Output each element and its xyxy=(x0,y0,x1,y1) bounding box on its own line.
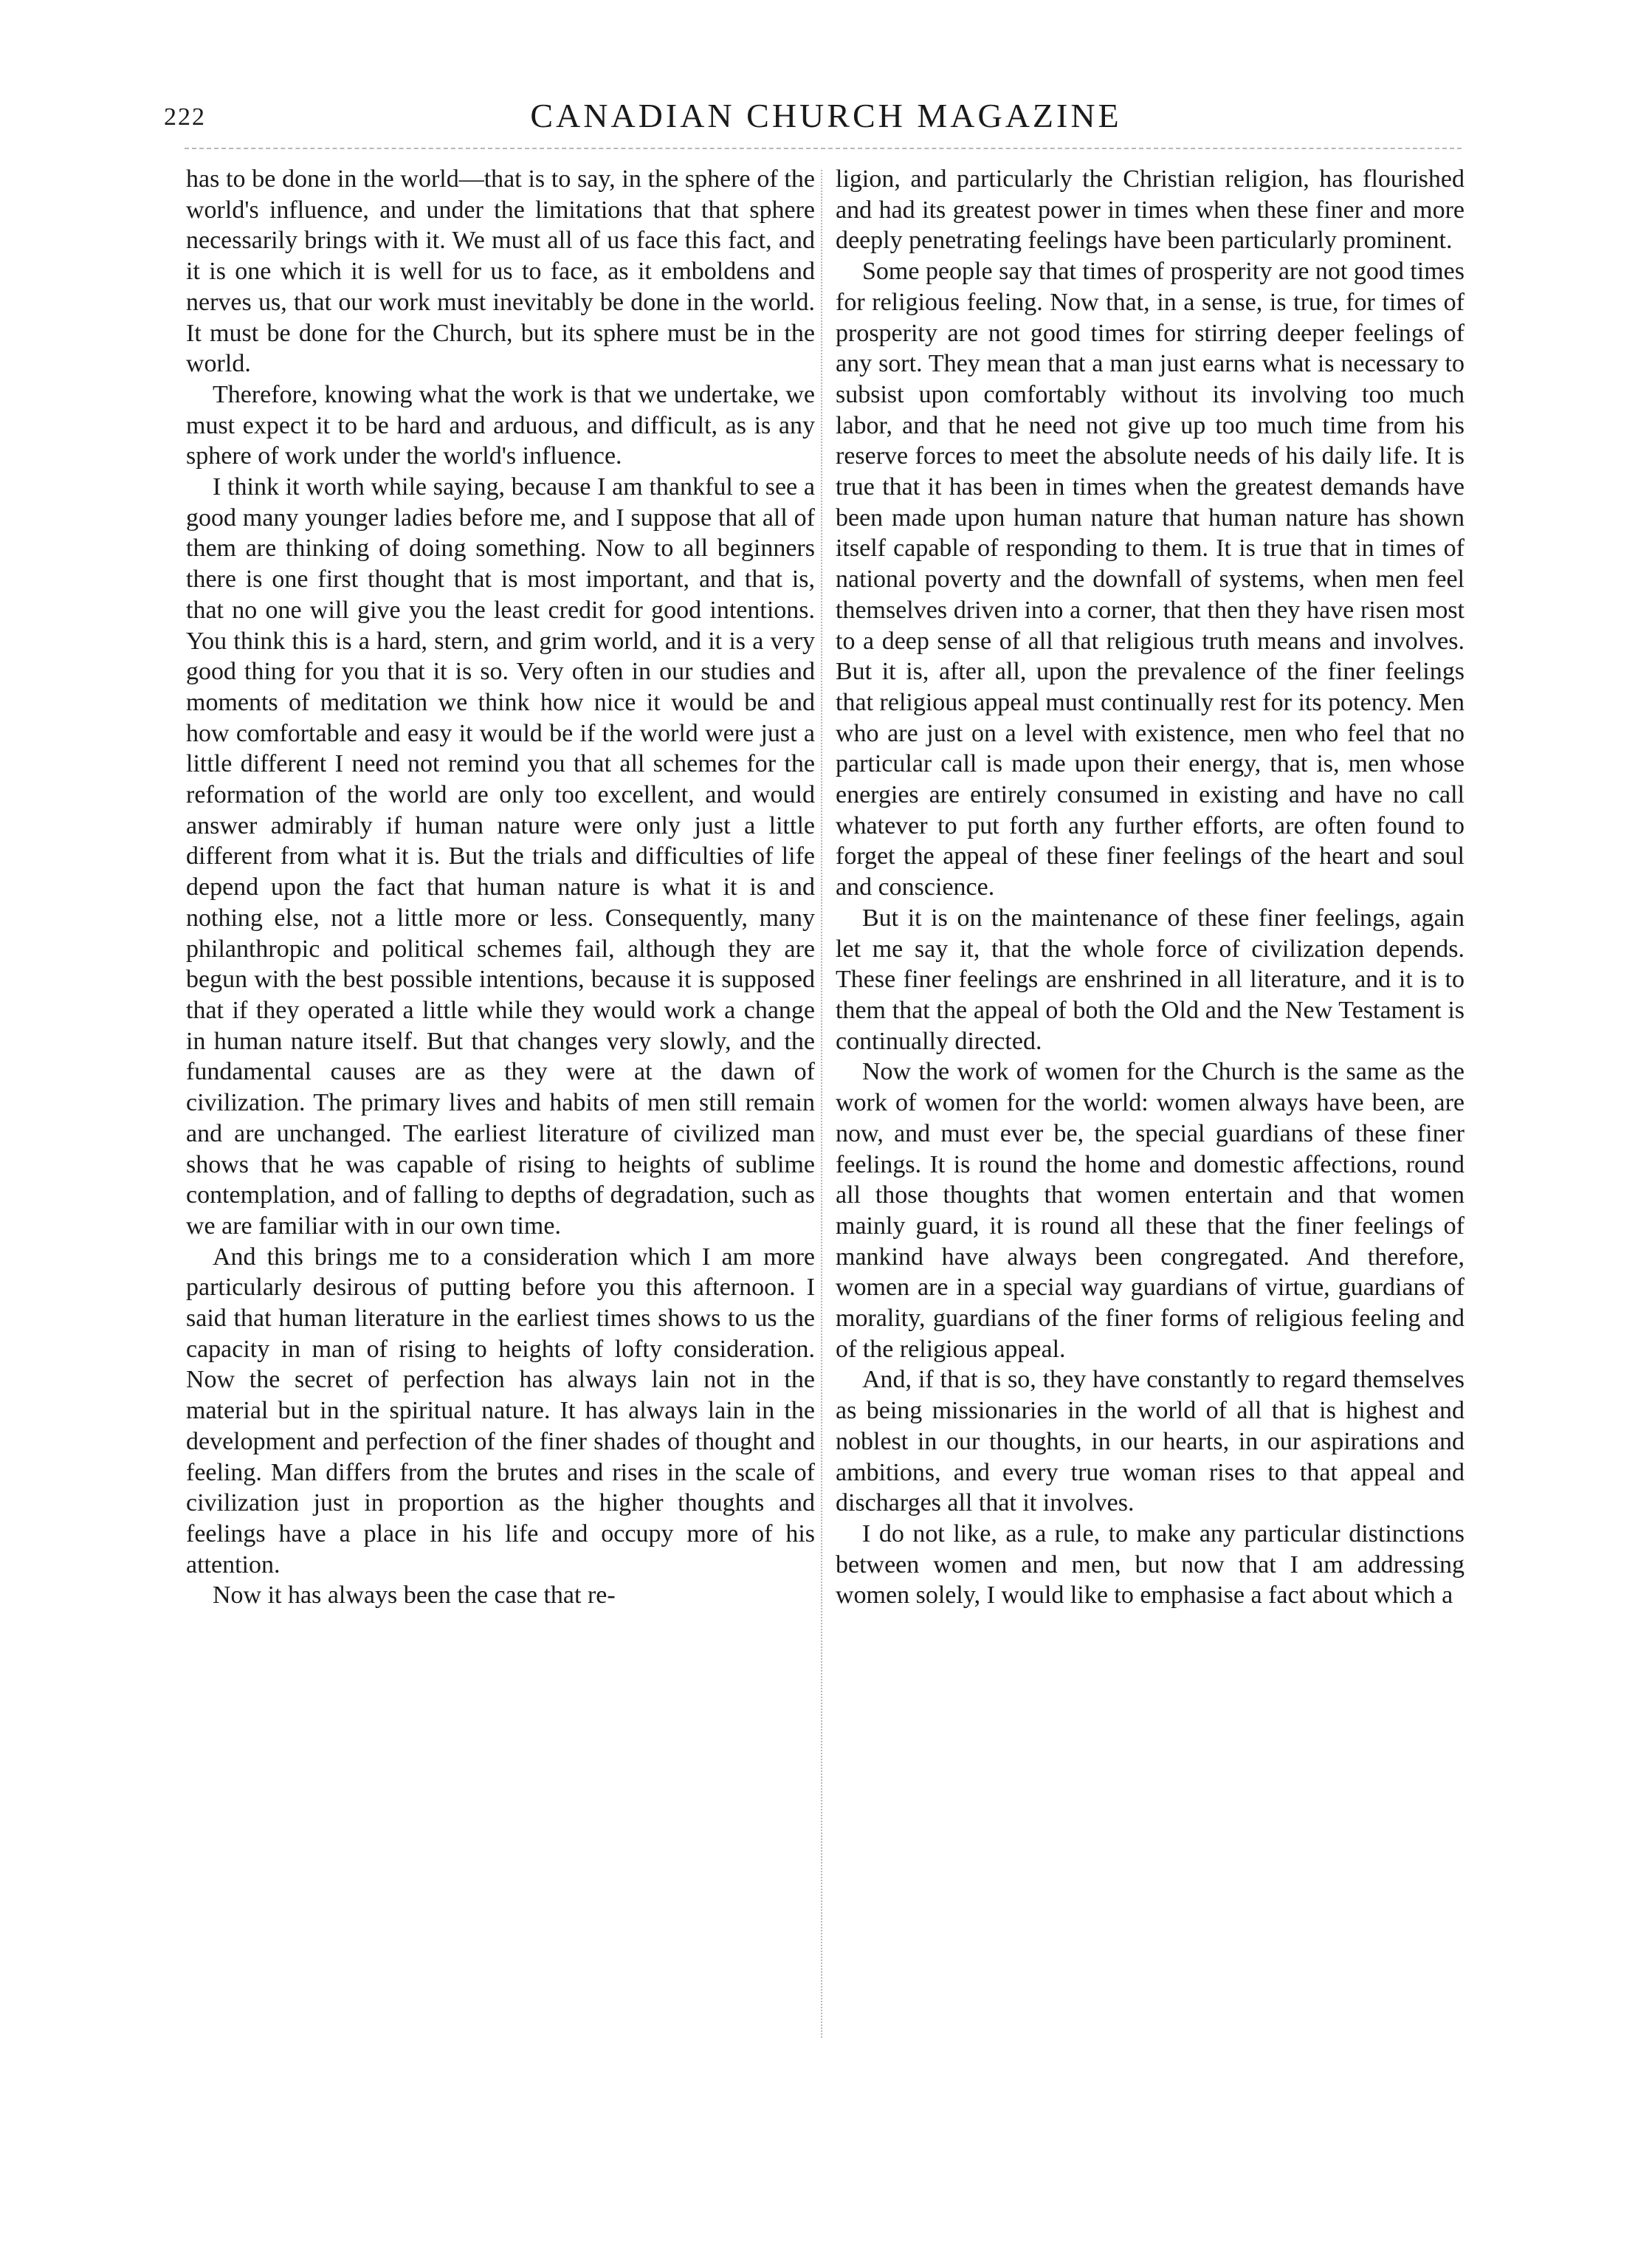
paragraph: But it is on the maintenance of these finer feelings, again let me say it, that the whole force of civilization depends. These finer feelings are enshrined in all literature, and it is to them that the appeal of both the Old and the New Testament is continually directed. xyxy=(836,904,1465,1055)
right-column xyxy=(836,164,1465,2054)
paragraph: And this brings me to a consideration which I am more particularly desirous of putting before you this afternoon. I said that human literature in the earliest times shows to us the capacity in man of rising to heights of lofty consideration. Now the secret of perfection has always lain not in the material but in the spiritual nature. It has always lain in the development and perfection of the finer shades of thought and feeling. Man differs from the brutes and rises in the scale of civilization just in proportion as the higher thoughts and feelings have a place in his life and occupy more of his attention. xyxy=(186,1243,815,1579)
paragraph: Therefore, knowing what the work is that we undertake, we must expect it to be hard and arduous, and difficult, as is any sphere of work under the world's influence. xyxy=(186,380,815,470)
paragraph: ligion, and particularly the Christian religion, has flourished and had its greatest power in times when these finer and more deeply penetrating feelings have been particularly prominent. xyxy=(836,165,1465,255)
paragraph: Now the work of women for the Church is the same as the work of women for the world: women always have been, are now, and must ever be, the special guardians of these finer feelings. It is round the home and domestic affections, round all those thoughts that women entertain and that women mainly guard, it is round all these that the finer feelings of mankind have always been congregated. And therefore, women are in a special way guardians of virtue, guardians of morality, guardians of the finer forms of religious feeling and of the religious appeal. xyxy=(836,1058,1465,1363)
paragraph: I do not like, as a rule, to make any particular distinctions between women and men, but now that I am addressing women solely, I would like to emphasise a fact about which a xyxy=(836,1519,1465,1610)
paragraph: I think it worth while saying, because I am thankful to see a good many younger ladies before me, and I suppose that all of them are thinking of doing something. Now to all beginners there is one first thought that is most important, and that is, that no one will give you the least credit for good intentions. You think this is a hard, stern, and grim world, and it is a very good thing for you that it is so. Very often in our studies and moments of meditation we think how nice it would be and how comfortable and easy it would be if the world were just a little different I need not remind you that all schemes for the reformation of the world are only too excellent, and would answer admirably if human nature were only just a little different from what it is. But the trials and difficulties of life depend upon the fact that human nature is what it is and nothing else, not a little more or less. Consequently, many philanthropic and political schemes fail, although they are begun with the best possible intentions, because it is supposed that if they operated a little while they would work a change in human nature itself. But that changes very slowly, and the fundamental causes are as they were at the dawn of civilization. The primary lives and habits of men still remain and are unchanged. The earliest literature of civilized man shows that he was capable of rising to heights of sublime contemplation, and of falling to depths of degradation, such as we are familiar with in our own time. xyxy=(186,473,815,1240)
column-rule xyxy=(821,170,822,2038)
header-rule xyxy=(185,148,1462,149)
left-column xyxy=(186,164,815,2054)
paragraph: Some people say that times of prosperity are not good times for religious feeling. Now that, in a sense, is true, for times of prosperity are not good times for stirring deeper feelings of any sort. They mean that a man just earns what is necessary to subsist upon comfortably without its involving too much labor, and that he need not give up too much time from his reserve forces to meet the absolute needs of his daily life. It is true that it has been in times when the greatest demands have been made upon human nature that human nature has shown itself capable of responding to them. It is true that in times of national poverty and the downfall of systems, when men feel themselves driven into a corner, that then they have risen most to a deep sense of all that religious truth means and involves. But it is, after all, upon the prevalence of the finer feelings that religious appeal must continually rest for its potency. Men who are just on a level with existence, men who feel that no particular call is made upon their energy, that is, men whose energies are entirely consumed in existing and have no call whatever to put forth any further efforts, are often found to forget the appeal of these finer feelings of the heart and soul and conscience. xyxy=(836,258,1465,901)
paragraph: has to be done in the world—that is to say, in the sphere of the world's influence, and under the limitations that that sphere necessarily brings with it. We must all of us face this fact, and it is one which it is well for us to face, as it emboldens and nerves us, that our work must inevitably be done in the world. It must be done for the Church, but its sphere must be in the world. xyxy=(186,165,815,378)
page-number: 222 xyxy=(164,103,206,131)
running-head: CANADIAN CHURCH MAGAZINE xyxy=(530,97,1122,134)
paragraph: Now it has always been the case that re- xyxy=(213,1581,616,1610)
paragraph: And, if that is so, they have constantly to regard themselves as being missionaries in the world of all that is highest and noblest in our thoughts, in our hearts, in our aspirations and ambitions, and every true woman rises to that appeal and discharges all that it involves. xyxy=(836,1366,1465,1517)
